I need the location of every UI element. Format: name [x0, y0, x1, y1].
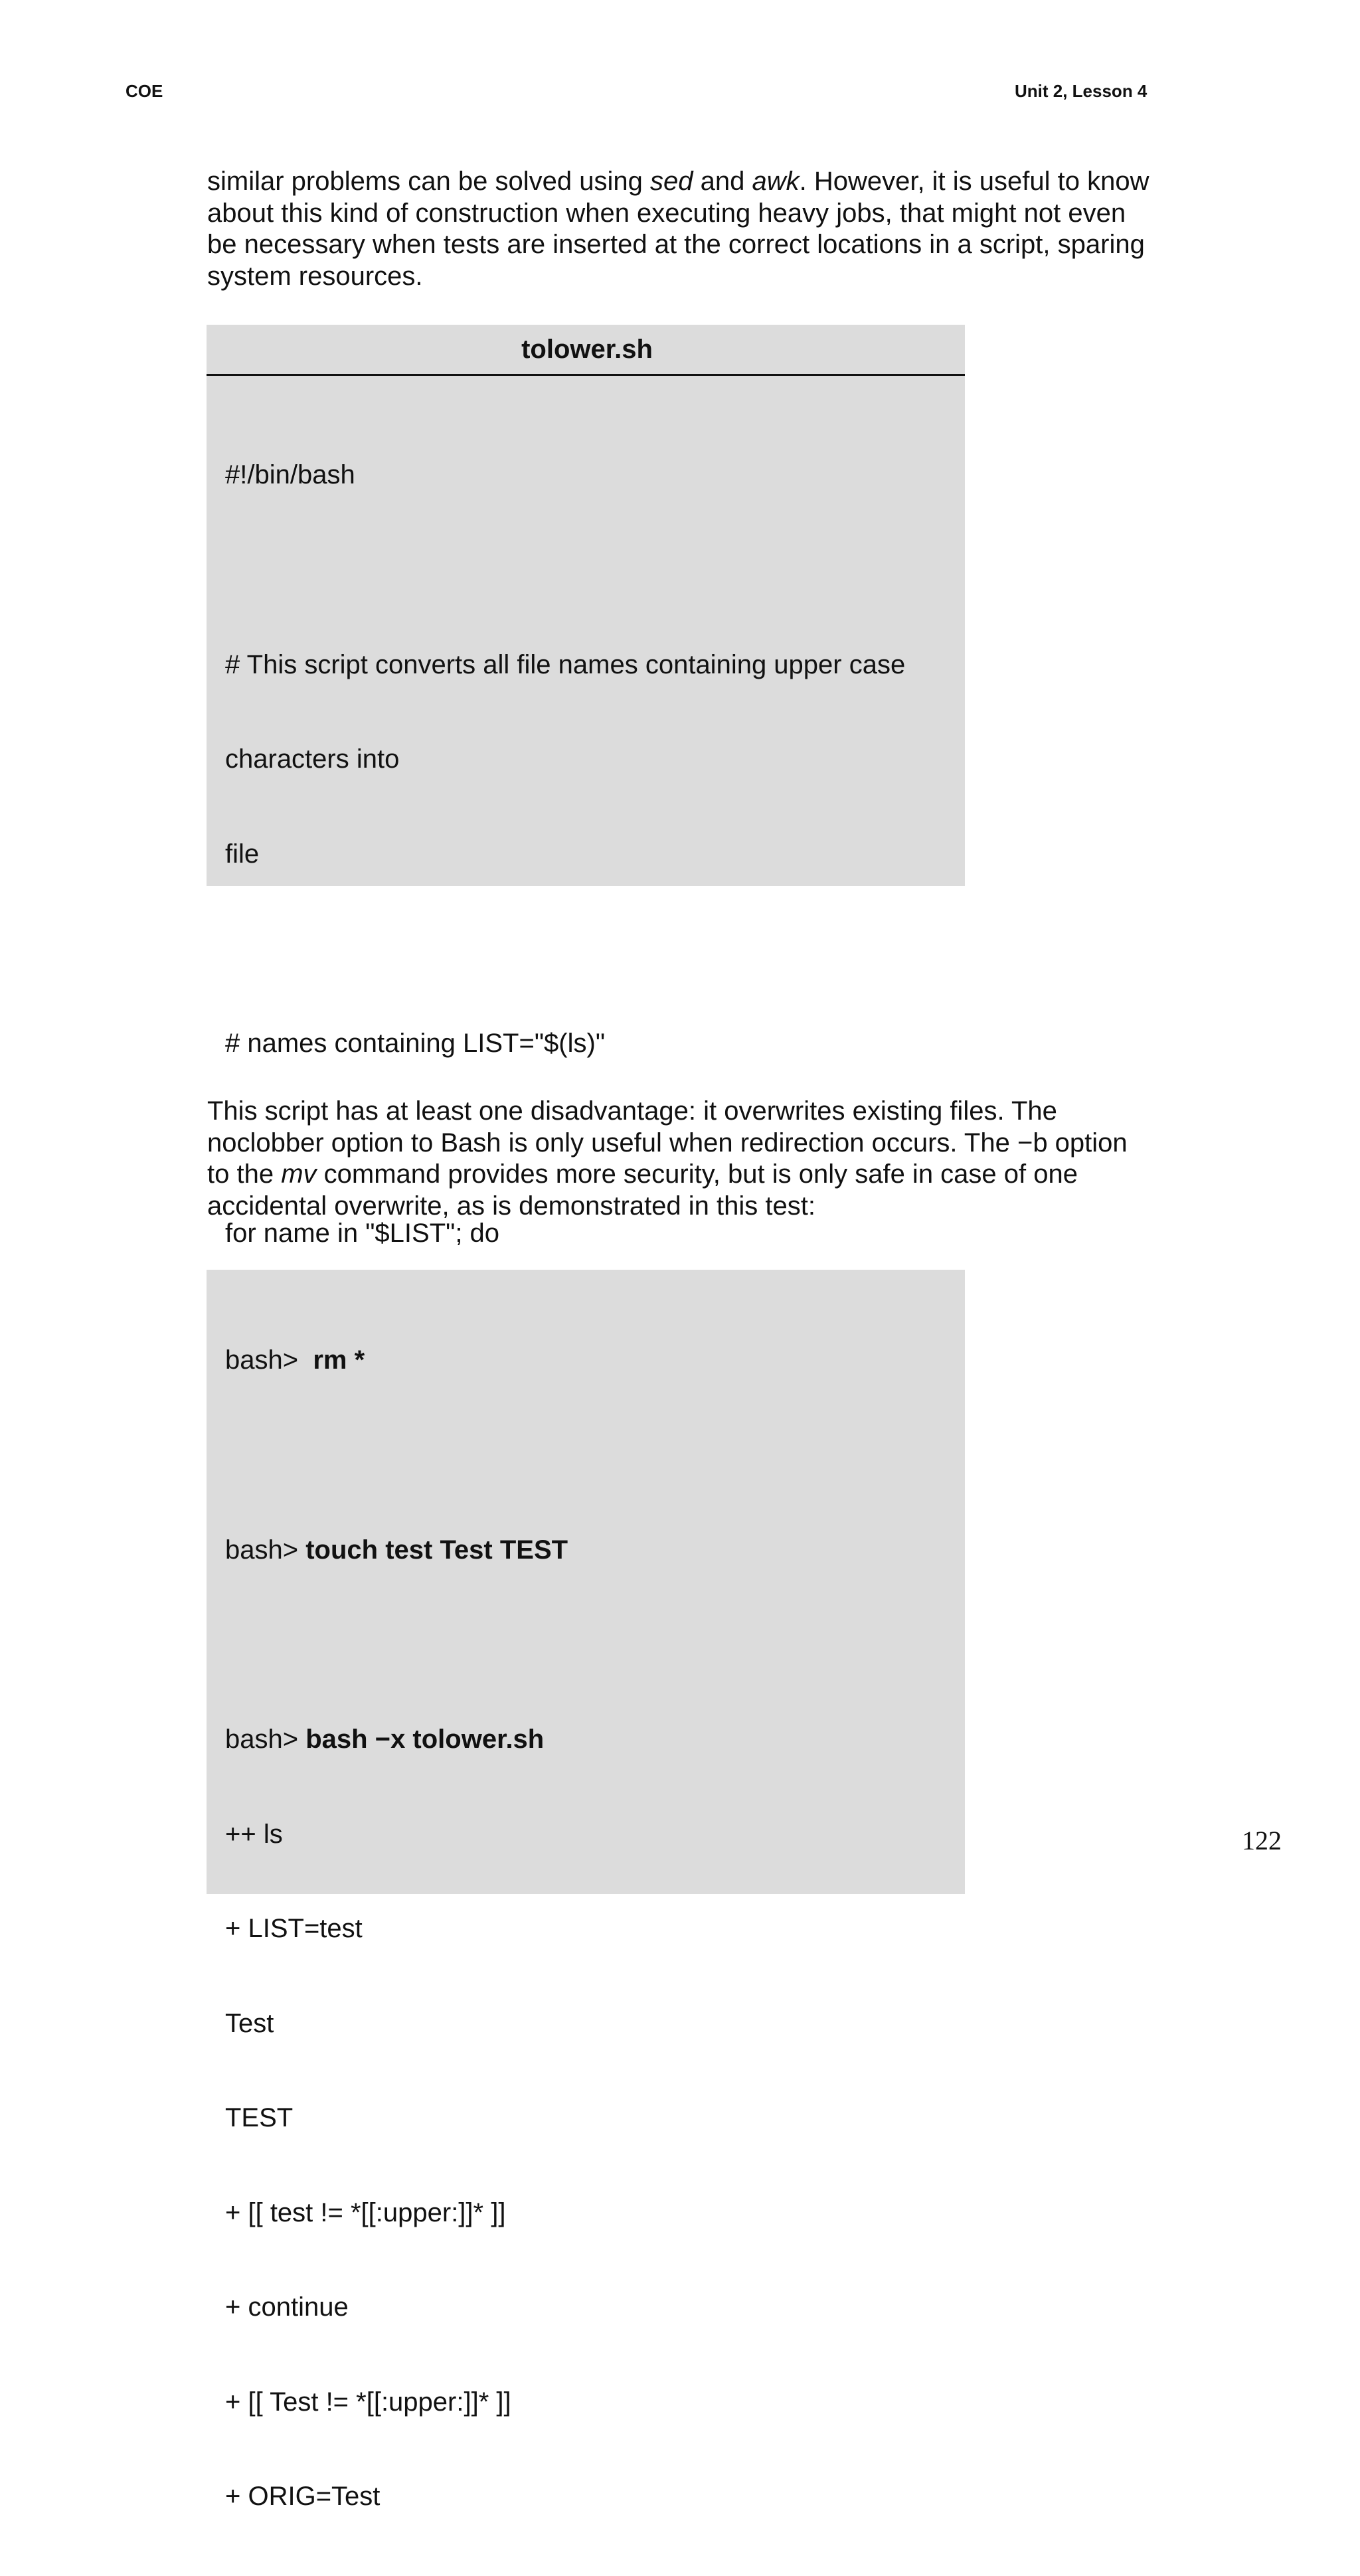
output-line: + LIST=test	[225, 1914, 363, 1943]
intro-text-and: and	[693, 167, 752, 196]
output-line: + [[ Test != *[[:upper:]]* ]]	[225, 2387, 511, 2417]
running-header-right: Unit 2, Lesson 4	[1015, 81, 1148, 101]
sed-term: sed	[649, 167, 693, 196]
code-line: #!/bin/bash	[225, 460, 355, 489]
page-number: 122	[1242, 1826, 1282, 1855]
command-line	[225, 1535, 568, 1567]
command-text: rm *	[313, 1345, 365, 1375]
command-text: bash −x tolower.sh	[305, 1725, 545, 1754]
command-text: touch test Test TEST	[305, 1535, 568, 1565]
disadvantage-text-start: This script has at least one disadvantage: it overwrites existing files. The noclobber option to Bash is only useful when redirection occurs. The −b option to the	[207, 1096, 1128, 1189]
output-line: ++ ls	[225, 1819, 283, 1849]
code-line: file	[225, 839, 260, 869]
code-line: for name in "$LIST"; do	[225, 1218, 500, 1248]
command-line	[225, 1345, 568, 1377]
shell-prompt: bash>	[225, 1345, 299, 1375]
intro-text-rest: . However, it is useful to know about this kind of construction when executing heavy jobs, that might not even be necessary when tests are inserted at the correct locations in a script, sparing system resources.	[207, 167, 1149, 291]
disadvantage-paragraph	[207, 1096, 1157, 1222]
code-line: # This script converts all file names containing upper case	[225, 649, 906, 679]
code-line: # names containing LIST="$(ls)"	[225, 1029, 606, 1058]
script-listing-title	[207, 325, 965, 376]
code-line: characters into	[225, 744, 400, 774]
running-header-left: COE	[126, 81, 163, 101]
output-line: Test	[225, 2008, 274, 2038]
mv-term: mv	[281, 1159, 317, 1189]
terminal-output	[225, 1282, 568, 2576]
terminal-session-box	[207, 1270, 965, 2511]
shell-prompt: bash>	[225, 1725, 299, 1754]
intro-text-start: similar problems can be solved using	[207, 167, 650, 196]
output-line: + [[ test != *[[:upper:]]* ]]	[225, 2197, 506, 2227]
intro-paragraph	[207, 166, 1157, 292]
command-line	[225, 1724, 568, 1756]
disadvantage-text-rest: command provides more security, but is only safe in case of one accidental overwrite, as is demonstrated in this test:	[207, 1159, 1078, 1221]
output-line: + continue	[225, 2292, 349, 2322]
output-line: TEST	[225, 2103, 294, 2132]
shell-prompt: bash>	[225, 1535, 299, 1565]
awk-term: awk	[752, 167, 800, 196]
output-line: + ORIG=Test	[225, 2482, 381, 2511]
script-filename: tolower.sh	[521, 335, 653, 364]
